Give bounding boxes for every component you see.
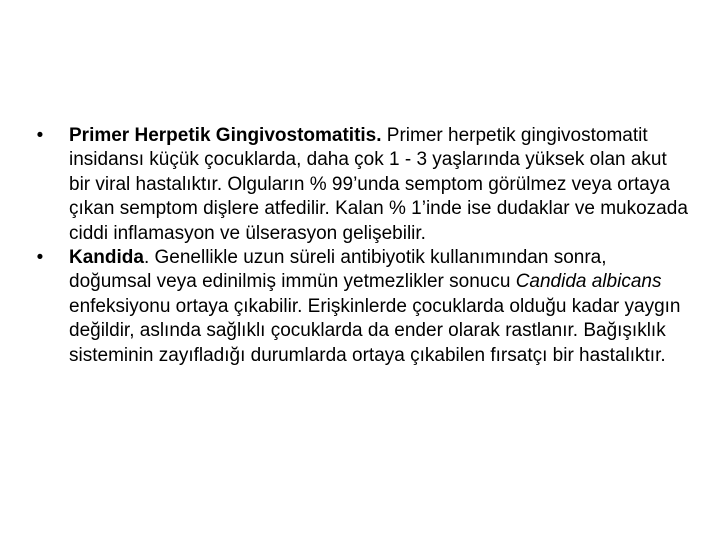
bullet-item-herpetic-gingivostomatitis (30, 124, 690, 246)
body-text: . Genellikle uzun süreli antibiyotik kullanımından sonra, doğumsal veya edinilmiş immün yetmezlikler sonucu (69, 247, 607, 293)
body-text: Primer herpetik gingivostomatit insidansı küçük çocuklarda, daha çok 1 - 3 yaşlarında yüksek olan akut bir viral hastalıktır. Olguların % 99’unda semptom görülmez veya ortaya çıkan semptom dişlere atfedilir. Kalan % 1’inde ise dudaklar ve mukozada ciddi inflamasyon ve ülserasyon gelişebilir. (69, 125, 688, 244)
term-primer-herpetik: Primer Herpetik Gingivostomatitis. (69, 125, 382, 146)
bullet-item-kandida (30, 246, 690, 368)
term-kandida: Kandida (69, 247, 144, 269)
organism-name: Candida albicans (515, 271, 662, 293)
body-text: enfeksiyonu ortaya çıkabilir. Erişkinlerde çocuklarda olduğu kadar yaygın değildir, aslında sağlıklı çocuklarda da ender olarak rastlanır. Bağışıklık sisteminin zayıfladığı durumlarda ortaya çıkabilen fırsatçı bir hastalıktır. (69, 295, 681, 366)
bullet-icon: • (36, 125, 44, 146)
bullet-icon: • (36, 247, 44, 269)
bullet-list (30, 124, 690, 368)
